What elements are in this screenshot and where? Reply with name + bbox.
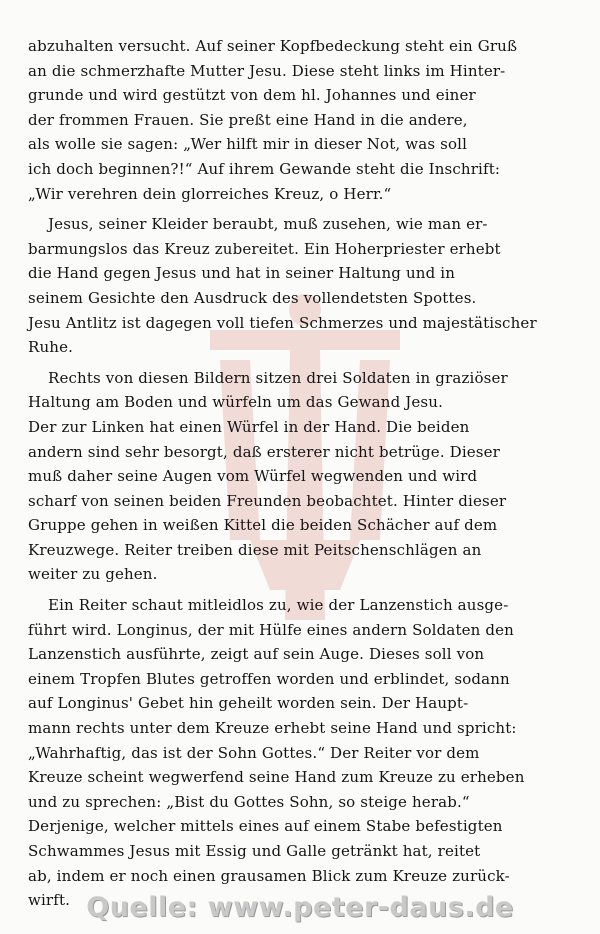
text-line: „Wahrhaftig, das ist der Sohn Gottes.“ Der Reiter vor dem (28, 743, 480, 762)
text-line: grunde und wird gestützt von dem hl. Johannes und einer (28, 86, 476, 105)
text-line: scharf von seinen beiden Freunden beobachtet. Hinter dieser (28, 491, 507, 510)
paragraph-2 (28, 212, 580, 360)
text-line: barmungslos das Kreuz zubereitet. Ein Hoherpriester erhebt (28, 239, 501, 258)
text-line: muß daher seine Augen vom Würfel wegwenden und wird (28, 467, 478, 486)
text-line: Kreuzwege. Reiter treiben diese mit Peitschenschlägen an (28, 540, 482, 559)
text-line: Haltung am Boden und würfeln um das Gewand Jesu. (28, 393, 444, 412)
document-page (28, 34, 580, 913)
text-line: weiter zu gehen. (28, 565, 158, 584)
text-line: führt wird. Longinus, der mit Hülfe eines andern Soldaten den (28, 620, 514, 639)
text-line: Kreuze scheint wegwerfend seine Hand zum Kreuze zu erheben (28, 768, 525, 787)
text-line: auf Longinus' Gebet hin geheilt worden sein. Der Haupt- (28, 694, 469, 713)
paragraph-4 (28, 593, 580, 913)
text-line: Gruppe gehen in weißen Kittel die beiden Schächer auf dem (28, 516, 498, 535)
text-line: Der zur Linken hat einen Würfel in der Hand. Die beiden (28, 417, 470, 436)
text-line: Ein Reiter schaut mitleidlos zu, wie der Lanzenstich ausge- (48, 596, 509, 615)
paragraph-3 (28, 366, 580, 587)
text-line: Lanzenstich ausführte, zeigt auf sein Auge. Dieses soll von (28, 645, 485, 664)
text-line: Jesu Antlitz ist dagegen voll tiefen Schmerzes und majestätischer (28, 313, 537, 332)
text-line: ab, indem er noch einen grausamen Blick zum Kreuze zurück- (28, 866, 510, 885)
text-line: mann rechts unter dem Kreuze erhebt seine Hand und spricht: (28, 719, 517, 738)
text-line: „Wir verehren dein glorreiches Kreuz, o Herr.“ (28, 184, 392, 203)
text-line: ich doch beginnen?!“ Auf ihrem Gewande steht die Inschrift: (28, 159, 501, 178)
text-line: abzuhalten versucht. Auf seiner Kopfbedeckung steht ein Gruß (28, 37, 518, 55)
text-line: Ruhe. (28, 338, 74, 357)
text-line: Rechts von diesen Bildern sitzen drei Soldaten in graziöser (48, 368, 508, 387)
text-line: Jesus, seiner Kleider beraubt, muß zusehen, wie man er- (48, 215, 488, 234)
text-line: Derjenige, welcher mittels eines auf einem Stabe befestigten (28, 817, 503, 836)
text-line: die Hand gegen Jesus und hat in seiner Haltung und in (28, 264, 456, 283)
text-line: und zu sprechen: „Bist du Gottes Sohn, so steige herab.“ (28, 792, 470, 811)
paragraph-1 (28, 34, 580, 206)
text-line: der frommen Frauen. Sie preßt eine Hand in die andere, (28, 110, 468, 129)
text-line: einem Tropfen Blutes getroffen worden und erblindet, sodann (28, 669, 510, 688)
text-line: seinem Gesichte den Ausdruck des vollendetsten Spottes. (28, 288, 477, 307)
text-line: als wolle sie sagen: „Wer hilft mir in dieser Not, was soll (28, 135, 468, 154)
source-watermark-label: Quelle: www.peter-daus.de (86, 892, 514, 923)
text-line: wirft. (28, 891, 71, 910)
text-line: andern sind sehr besorgt, daß ersterer nicht betrüge. Dieser (28, 442, 501, 461)
text-line: Schwammes Jesus mit Essig und Galle getränkt hat, reitet (28, 842, 481, 860)
text-line: an die schmerzhafte Mutter Jesu. Diese steht links im Hinter- (28, 61, 506, 80)
